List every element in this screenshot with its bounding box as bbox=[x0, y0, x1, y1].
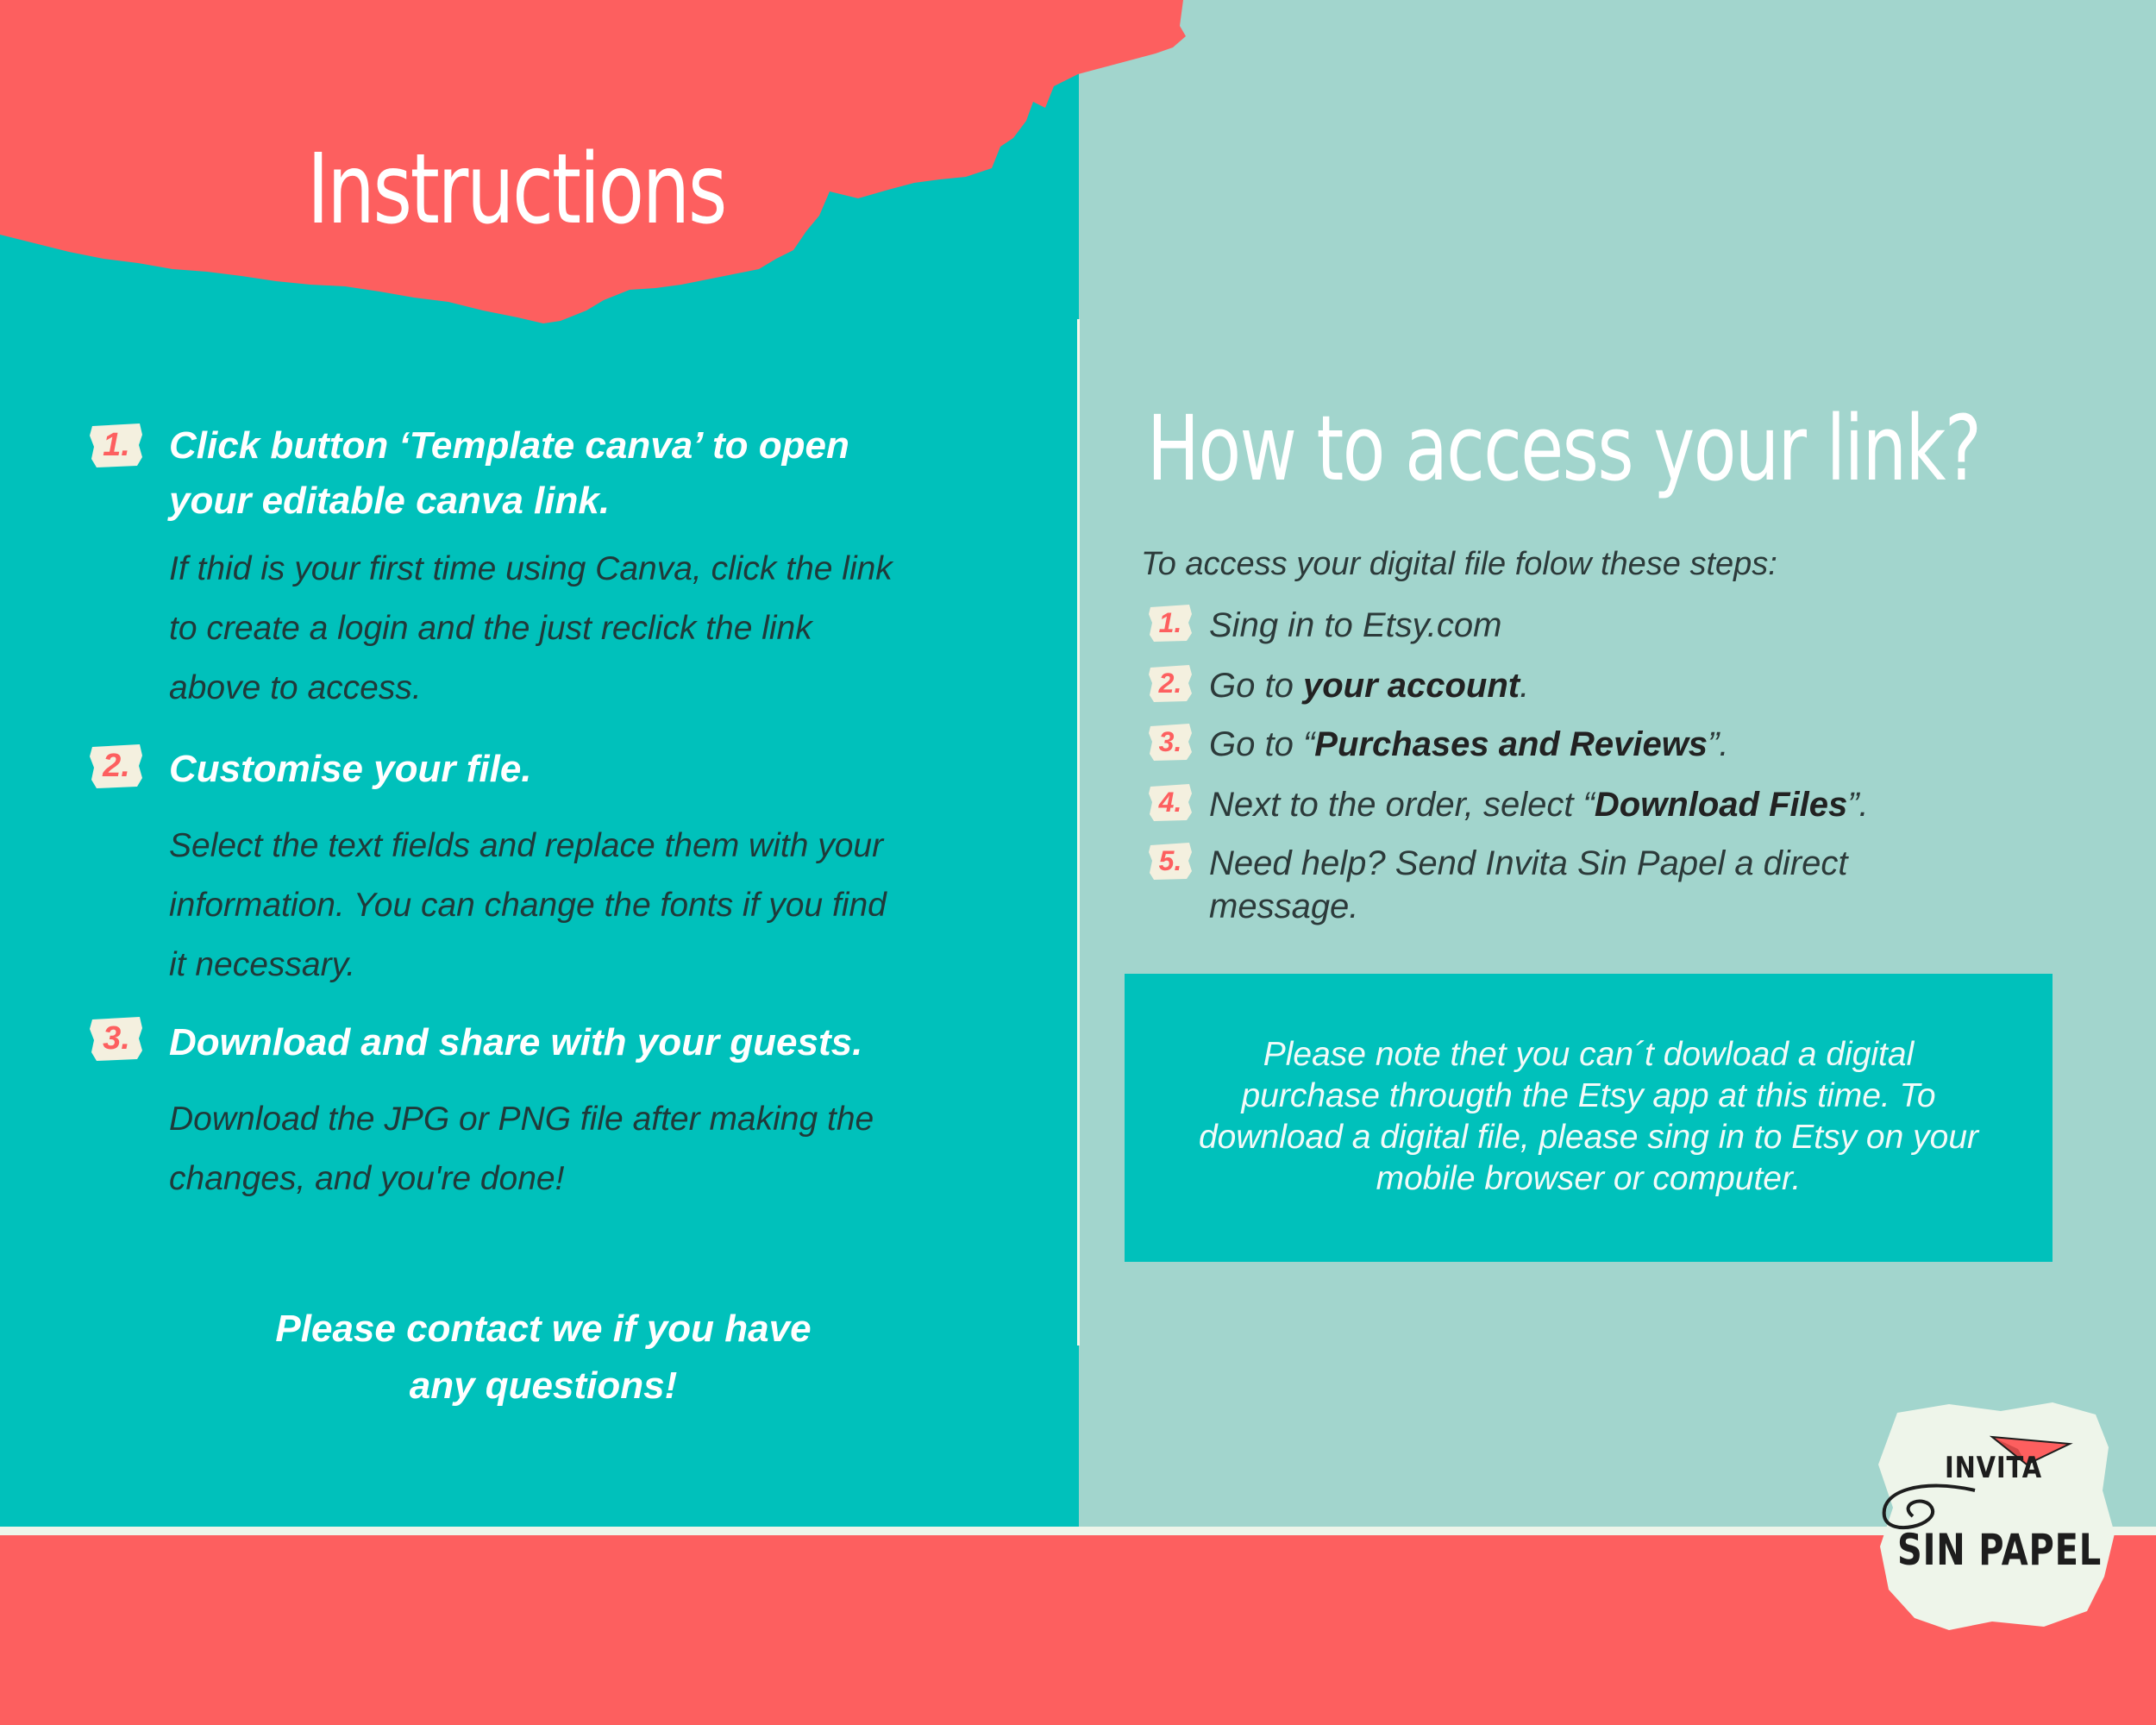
intro-text: To access your digital file folow these steps: bbox=[1141, 546, 1777, 582]
access-step-1-badge: 1. bbox=[1149, 604, 1192, 642]
access-step-3: Go to “Purchases and Reviews”. bbox=[1209, 725, 1729, 763]
etsy-app-note bbox=[1125, 974, 2053, 1262]
step-3-body: Download the JPG or PNG file after making the changes, and you're done! bbox=[169, 1101, 874, 1197]
step-2-heading: Customise your file. bbox=[169, 748, 532, 790]
step-1-badge: 1. bbox=[90, 423, 143, 467]
logo-text-invita: INVITA bbox=[1945, 1451, 2042, 1485]
access-step-1: Sing in to Etsy.com bbox=[1209, 606, 1502, 644]
step-1-heading: Click button ‘Template canva’ to open your editable canva link. bbox=[169, 424, 849, 522]
access-step-4-badge: 4. bbox=[1149, 783, 1192, 821]
invita-sin-papel-logo bbox=[1846, 1396, 2122, 1637]
step-2-badge: 2. bbox=[90, 743, 143, 788]
access-step-5-badge: 5. bbox=[1149, 842, 1192, 880]
footer-band bbox=[0, 1535, 2156, 1725]
access-step-2: Go to your account. bbox=[1209, 667, 1530, 705]
logo-text-sin-papel: SIN PAPEL bbox=[1897, 1525, 2103, 1575]
step-3-heading: Download and share with your guests. bbox=[169, 1021, 863, 1063]
note-text: Please note thet you can´t dowload a digital purchase througth the Etsy app at this time. To download a digital file, please sing in to Etsy on your mobile browser or computer. bbox=[1198, 1036, 1979, 1197]
access-step-3-badge: 3. bbox=[1149, 723, 1192, 761]
step-2-body: Select the text fields and replace them with your information. You can change the fonts if you find it necessary. bbox=[169, 827, 887, 983]
access-step-5: Need help? Send Invita Sin Papel a direct message. bbox=[1209, 844, 1848, 925]
step-1-body: If thid is your first time using Canva, click the link to create a login and the just reclick the link above to access. bbox=[169, 550, 893, 706]
access-step-4: Next to the order, select “Download Files”. bbox=[1209, 786, 1869, 824]
step-3-badge: 3. bbox=[90, 1016, 143, 1061]
access-step-2-badge: 2. bbox=[1149, 664, 1192, 702]
panel-divider bbox=[1077, 319, 1080, 1346]
instructions-title: Instructions bbox=[307, 134, 725, 246]
contact-message: Please contact we if you have any questions! bbox=[275, 1308, 812, 1407]
footer-divider-strip bbox=[0, 1527, 2156, 1535]
how-to-access-title: How to access your link? bbox=[1147, 396, 1981, 501]
